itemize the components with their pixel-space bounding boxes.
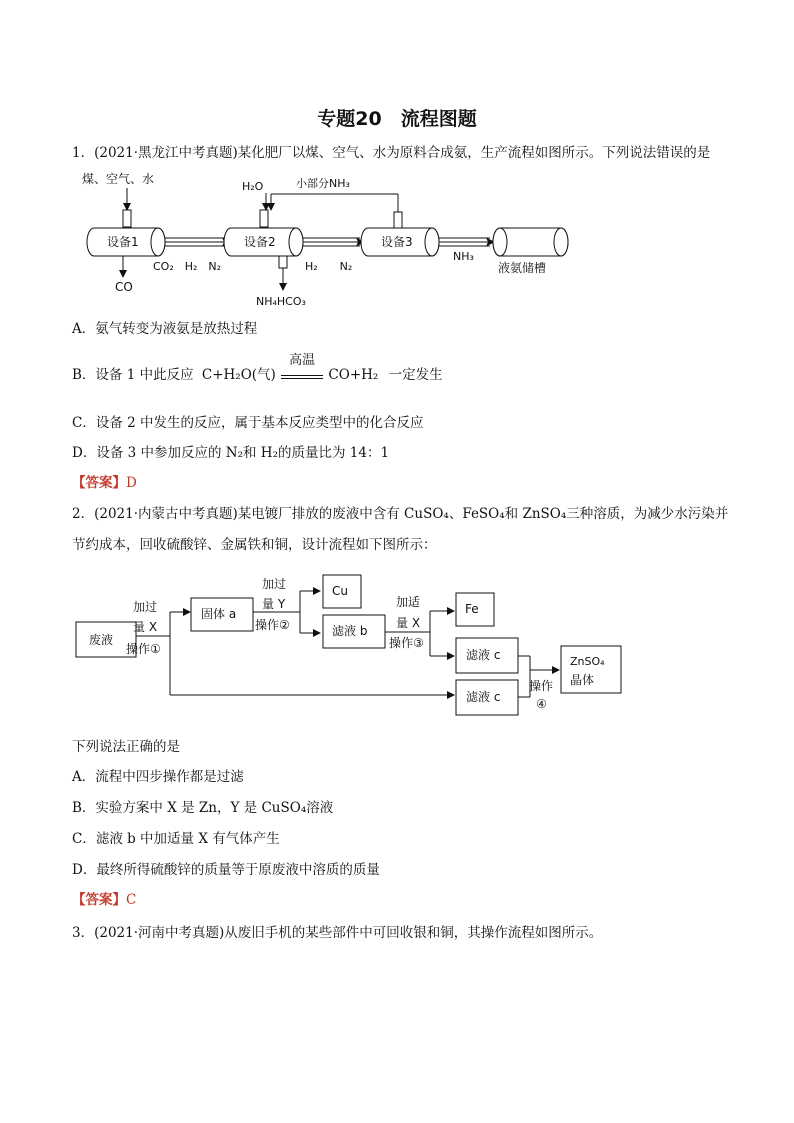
nh3-label: NH₃: [453, 250, 474, 263]
flow-arrow-1-2: [165, 238, 230, 246]
svg-text:量 X: 量 X: [133, 620, 158, 634]
svg-text:加过: 加过: [133, 600, 158, 614]
device-2: [224, 228, 303, 256]
svg-text:加适: 加适: [396, 595, 421, 609]
znso4-box-line2: 晶体: [570, 673, 595, 687]
h2o-label: H₂O: [242, 180, 264, 193]
q2-option-d: D．最终所得硫酸锌的质量等于原废液中溶质的质量: [72, 862, 380, 878]
device-3: [361, 228, 439, 256]
svg-text:设备2: 设备2: [244, 235, 276, 249]
liquid-ammonia-tank: [493, 228, 568, 256]
svg-text:④: ④: [536, 697, 547, 711]
gas-label-2: H₂ N₂: [305, 260, 353, 273]
svg-text:操作③: 操作③: [389, 636, 424, 650]
q1-option-d: D．设备 3 中参加反应的 N₂和 H₂的质量比为 14：1: [72, 445, 390, 461]
svg-text:加过: 加过: [262, 577, 287, 591]
fe-box: Fe: [465, 602, 479, 616]
co-label: CO: [115, 280, 133, 294]
flow-arrow-2-3: [303, 238, 364, 246]
svg-text:操作①: 操作①: [126, 642, 161, 656]
q1-answer: 【答案】D: [72, 475, 137, 491]
svg-text:设备1: 设备1: [107, 235, 139, 249]
q1-option-b: B．设备 1 中此反应 C+H₂O(气) 高温 CO+H₂ 一定发生: [72, 353, 443, 383]
svg-text:操作: 操作: [529, 679, 554, 693]
recycle-label: 小部分NH₃: [296, 177, 350, 190]
page-title: 专题20 流程图题: [317, 108, 477, 130]
svg-text:设备3: 设备3: [381, 235, 413, 249]
q1-input-label: 煤、空气、水: [82, 172, 155, 186]
filtrate-c-box-2: 滤液 c: [466, 690, 501, 704]
q1-stem: 1．(2021·黑龙江中考真题)某化肥厂以煤、空气、水为原料合成氨，生产流程如图所示。下列说法错误的是: [72, 145, 711, 161]
znso4-box-line1: ZnSO₄: [570, 655, 605, 668]
cu-box: Cu: [332, 584, 348, 598]
nh4hco3-label: NH₄HCO₃: [256, 295, 306, 308]
gas-label-1: CO₂ H₂ N₂: [153, 260, 222, 273]
q2-option-b: B．实验方案中 X 是 Zn，Y 是 CuSO₄溶液: [72, 800, 334, 816]
svg-text:量 Y: 量 Y: [262, 597, 286, 611]
q2-stem-line2: 节约成本，回收硫酸锌、金属铁和铜，设计流程如下图所示：: [72, 537, 437, 553]
reaction-equation: C+H₂O(气) 高温 CO+H₂: [201, 353, 379, 383]
q1-option-a: A．氨气转变为液氨是放热过程: [72, 321, 258, 337]
q3-stem: 3．(2021·河南中考真题)从废旧手机的某些部件中可回收银和铜，其操作流程如图所示。: [72, 925, 603, 941]
q2-stem-line1: 2．(2021·内蒙古中考真题)某电镀厂排放的废液中含有 CuSO₄、FeSO₄和 ZnSO₄三种溶质，为减少水污染并: [72, 506, 729, 522]
solid-a-box: 固体 a: [201, 607, 237, 621]
waste-box: 废液: [89, 633, 114, 647]
svg-text:操作②: 操作②: [255, 618, 290, 632]
q2-option-a: A．流程中四步操作都是过滤: [72, 769, 244, 785]
device-1: [87, 228, 165, 256]
filtrate-b-box: 滤液 b: [332, 624, 368, 638]
svg-text:量 X: 量 X: [396, 616, 421, 630]
q2-flow-diagram: [76, 575, 621, 715]
flow-arrow-3-tank: [439, 238, 494, 246]
q1-option-c: C．设备 2 中发生的反应，属于基本反应类型中的化合反应: [72, 415, 424, 431]
q2-option-c: C．滤液 b 中加适量 X 有气体产生: [72, 831, 280, 847]
q2-answer: 【答案】C: [72, 892, 137, 908]
filtrate-c-box-1: 滤液 c: [466, 648, 501, 662]
q2-lead: 下列说法正确的是: [72, 739, 180, 755]
tank-label: 液氨储槽: [498, 261, 547, 275]
